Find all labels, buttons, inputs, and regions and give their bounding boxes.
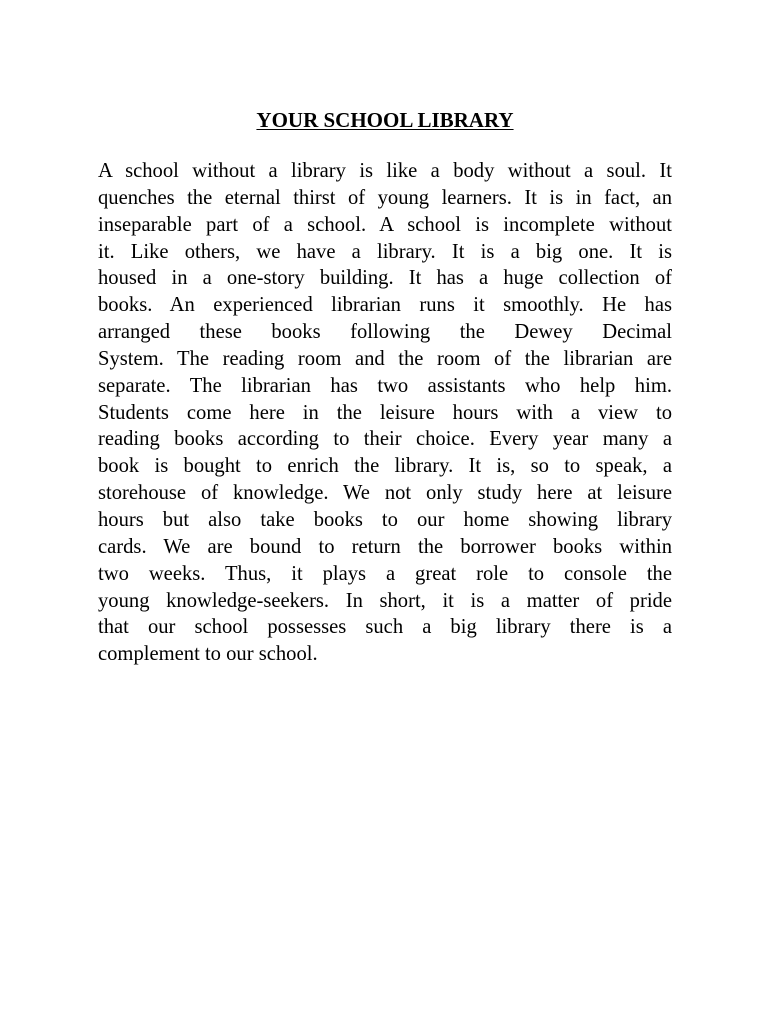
paragraph-line: young knowledge-seekers. In short, it is a matter of pride (98, 589, 672, 612)
paragraph-line: two weeks. Thus, it plays a great role to console the (98, 562, 672, 585)
paragraph-line: it. Like others, we have a library. It is a big one. It is (98, 240, 672, 263)
paragraph-line: complement to our school. (98, 643, 318, 666)
paragraph-line: book is bought to enrich the library. It is, so to speak, a (98, 455, 672, 478)
paragraph-line: inseparable part of a school. A school is incomplete without (98, 213, 672, 236)
paragraph-line: Students come here in the leisure hours with a view to (98, 401, 672, 424)
paragraph-line: separate. The librarian has two assistants who help him. (98, 374, 672, 397)
essay-paragraph (98, 158, 672, 668)
paragraph-line: arranged these books following the Dewey Decimal (98, 321, 672, 344)
paragraph-line: books. An experienced librarian runs it smoothly. He has (98, 294, 672, 317)
paragraph-line: quenches the eternal thirst of young learners. It is in fact, an (98, 186, 672, 209)
paragraph-line: hours but also take books to our home showing library (98, 508, 672, 531)
paragraph-line: System. The reading room and the room of the librarian are (98, 347, 672, 370)
document-title (0, 106, 768, 134)
paragraph-line: A school without a library is like a body without a soul. It (98, 160, 672, 182)
paragraph-line: housed in a one-story building. It has a huge collection of (98, 267, 672, 290)
paragraph-line: storehouse of knowledge. We not only study here at leisure (98, 482, 672, 505)
document-title-text: YOUR SCHOOL LIBRARY (256, 108, 514, 132)
paragraph-line: that our school possesses such a big library there is a (98, 616, 672, 639)
paragraph-line: cards. We are bound to return the borrower books within (98, 535, 672, 558)
paragraph-line: reading books according to their choice. Every year many a (98, 428, 672, 451)
